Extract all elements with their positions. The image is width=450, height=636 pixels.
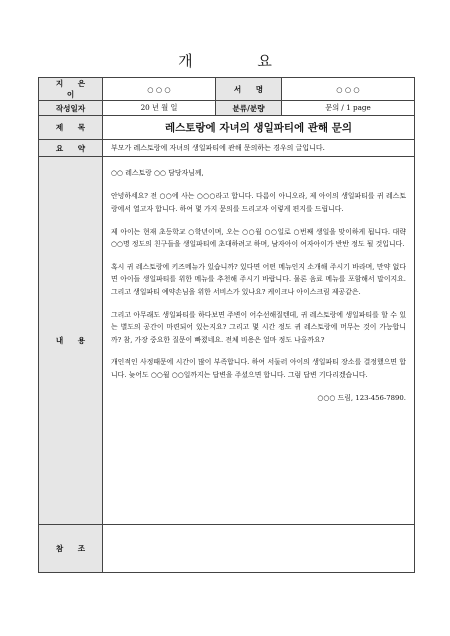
letter-signature: ○○○ 드림, 123-456-7890. [317, 393, 406, 402]
signature-value: ○ ○ ○ [282, 78, 415, 101]
subject-label: 제 목 [39, 116, 103, 140]
date-value: 20 년 월 일 [103, 101, 216, 116]
letter-paragraph: 개인적인 사정때문에 시간이 많이 부족합니다. 하여 서둘러 아이의 생일파티 장소를 결정했으면 합니다. 늦어도 ○○월 ○○일까지는 답변을 주셨으면 합니다. 그럼 답변 기다리겠습니다. [111, 358, 406, 379]
signature-label: 서 명 [216, 78, 282, 101]
category-label: 분류/분량 [216, 101, 282, 116]
reference-label: 참 조 [39, 525, 103, 573]
summary-label: 요 약 [39, 140, 103, 157]
letter-paragraph: 제 아이는 현재 초등학교 ○학년이며, 오는 ○○월 ○○일로 ○번째 생일을 맞이하게 됩니다. 대략 ○○명 정도의 친구들을 생일파티에 초대하려고 하며, 남자아이 여자아이가 반반 정도 될 것입니다. [111, 227, 406, 249]
letter-paragraph: 혹시 귀 레스토랑에 키즈메뉴가 있습니까? 있다면 어떤 메뉴인지 소개해 주시기 바라며, 만약 없다면 아이들 생일파티를 위한 메뉴를 추천해 주시기 바랍니다. 물론 음료 메뉴를 포함해서 말이지요. 그리고 생일파티 예약손님을 위한 서비스가 있나요? 케이크나 아이스크림 제공같은. [111, 263, 406, 296]
letter-greeting: ○○ 레스토랑 ○○ 담당자님께, [111, 169, 204, 177]
summary-form [38, 77, 415, 573]
content-label: 내 용 [39, 157, 103, 525]
letter-paragraph: 안녕하세요? 전 ○○에 사는 ○○○라고 합니다. 다름이 아니오라, 제 아이의 생일파티를 귀 레스토랑에서 열고자 합니다. 하여 몇 가지 문의를 드리고자 이렇게 편지를 드립니다. [111, 192, 406, 213]
date-label: 작성일자 [39, 101, 103, 116]
document-title: 개 요 [178, 52, 302, 70]
letter-paragraph: 그리고 아무래도 생일파티를 하다보면 주변이 어수선해질텐데, 귀 레스토랑에 생일파티를 할 수 있는 별도의 공간이 마련되어 있는지요? 그리고 몇 시간 정도 귀 레스토랑에 머무는 것이 가능합니까? 참, 가장 중요한 질문이 빠졌네요. 전체 비용은 얼마 정도 나올까요? [111, 310, 406, 344]
subject-value: 레스토랑에 자녀의 생일파티에 관해 문의 [103, 116, 415, 140]
reference-value [103, 525, 415, 573]
author-value: ○ ○ ○ [103, 78, 216, 101]
letter-body [103, 157, 415, 525]
category-value: 문의 / 1 page [282, 101, 415, 116]
author-label: 지 은 이 [39, 78, 103, 101]
summary-value: 부모가 레스토랑에 자녀의 생일파티에 관해 문의하는 경우의 글입니다. [103, 140, 415, 157]
